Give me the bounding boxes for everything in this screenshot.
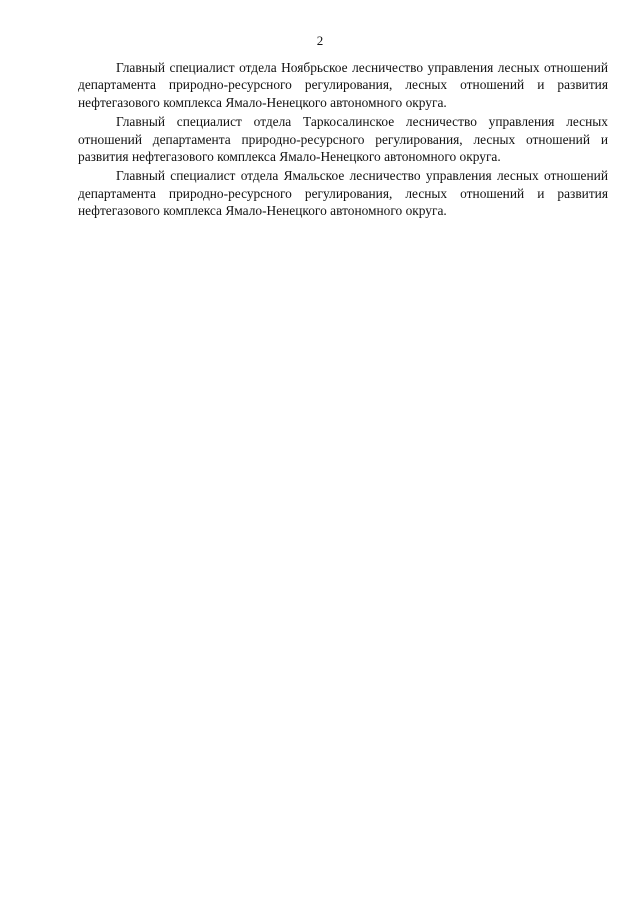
paragraph-tarkosale-forestry: Главный специалист отдела Таркосалинское лесничество управления лесных отношений департамента природно-ресурсного регулирования, лесных отношений и развития нефтегазового комплекса Ямало-Ненецкого автономного округа. [78, 114, 608, 165]
document-body [78, 59, 608, 222]
paragraph-yamal-forestry: Главный специалист отдела Ямальское лесничество управления лесных отношений департамента природно-ресурсного регулирования, лесных отношений и развития нефтегазового комплекса Ямало-Ненецкого автономного округа. [78, 168, 608, 219]
paragraph-noyabrsk-forestry: Главный специалист отдела Ноябрьское лесничество управления лесных отношений департамента природно-ресурсного регулирования, лесных отношений и развития нефтегазового комплекса Ямало-Ненецкого автономного округа. [78, 60, 608, 110]
page-number: 2 [316, 33, 324, 48]
